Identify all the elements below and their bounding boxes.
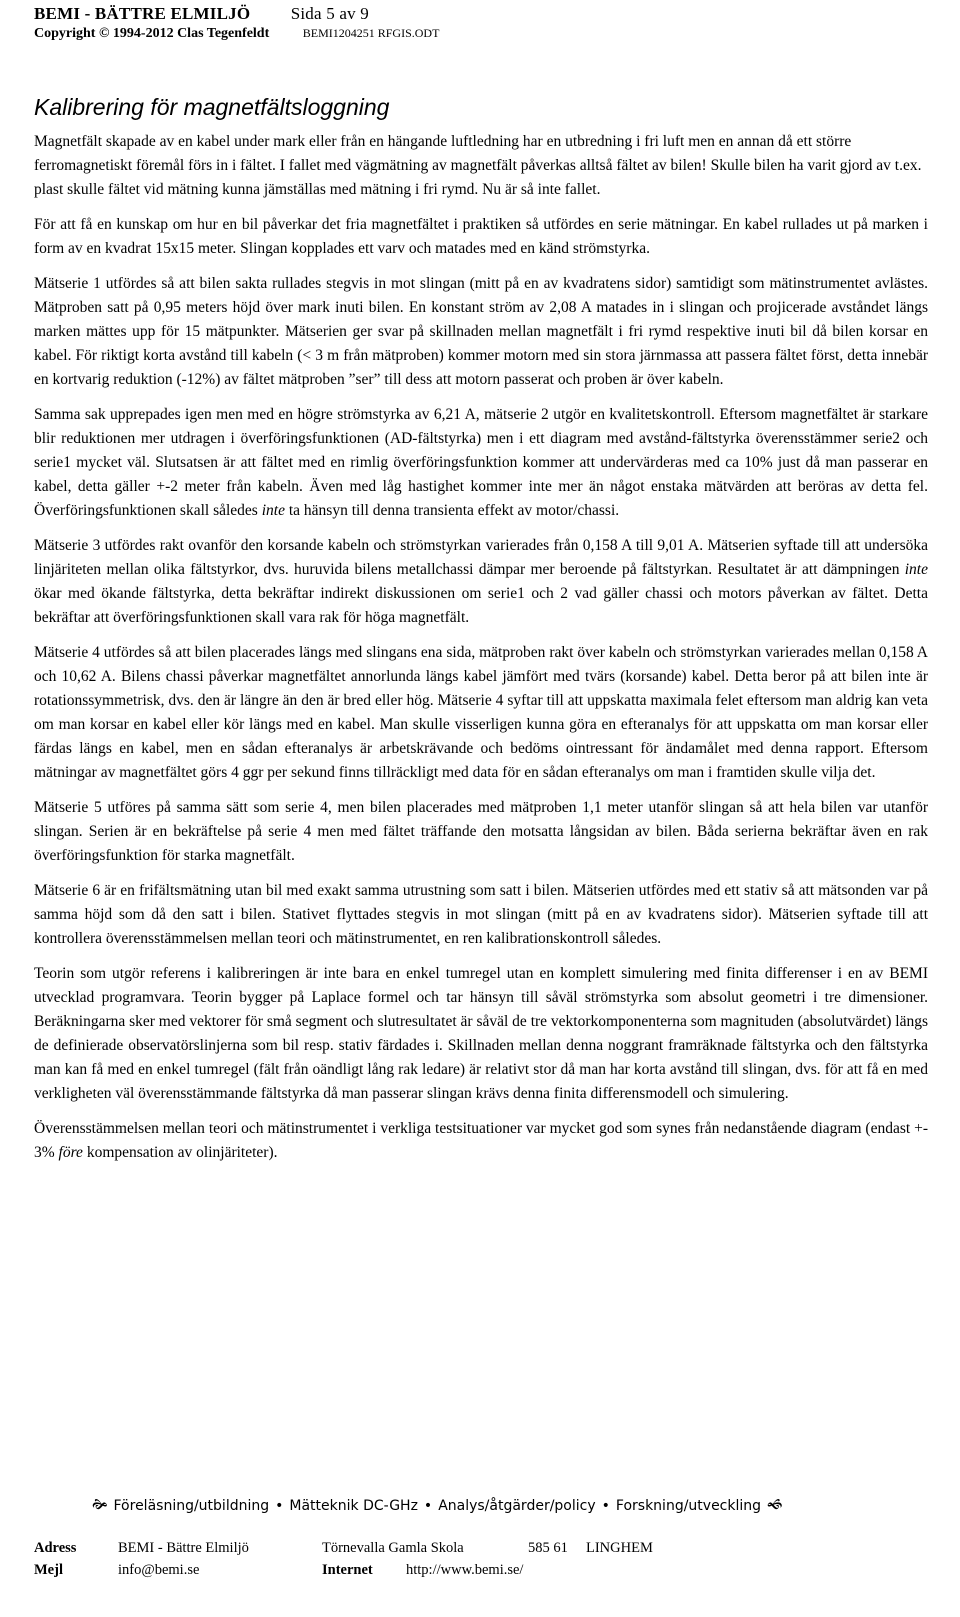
paragraph-1: Magnetfält skapade av en kabel under mark eller från en hängande luftledning har en utbredning i fri luft men en annan då ett större ferromagnetiskt föremål förs in i fältet. I fallet med vägmätning av magnetfält påverkas alltså fältet av bilen! Skulle bilen ha varit gjord av t.ex. plast skulle fältet vid mätning kunna jämställas med mätning i fri rymd. Nu är så inte fallet.	[34, 133, 922, 198]
paragraph-2: För att få en kunskap om hur en bil påverkar det fria magnetfältet i praktiken så utfördes en serie mätningar. En kabel rullades ut på marken i form av en kvadrat 15x15 meter. Slingan kopplades ett varv och matades med en känd strömstyrka.	[34, 216, 928, 257]
paragraph-5-text-a: Mätserie 3 utfördes rakt ovanför den korsande kabeln och strömstyrkan varierades från 0,158 A till 9,01 A. Mätserien syftade till att undersöka linjäriteten mellan olika fältstyrkor, dvs. huruvida bilens metallchassi dämpar mer beroende på fältstyrkan. Resultatet är att dämpningen	[34, 537, 928, 578]
document-page	[34, 0, 928, 1617]
ornament-left-icon: 🙞	[92, 1497, 108, 1513]
section-title: Kalibrering för magnetfältsloggning	[34, 94, 390, 120]
bullet-separator: •	[601, 1498, 610, 1514]
address-street: Törnevalla Gamla Skola	[322, 1540, 464, 1556]
paragraph-10-text-a: Överensstämmelsen mellan teori och mätinstrumentet i verkliga testsituationer var mycket god som synes från nedanstående diagram (endast +- 3%	[34, 1120, 928, 1161]
service-item: Forskning/utveckling	[615, 1498, 762, 1514]
ornament-right-icon: 🙜	[767, 1497, 783, 1513]
paragraph-10-text-b: kompensation av olinjäriteter).	[82, 1144, 278, 1161]
service-item: Mätteknik DC-GHz	[289, 1498, 418, 1514]
bullet-separator: •	[423, 1498, 433, 1514]
address-postal: 585 61	[528, 1540, 568, 1556]
paragraph-6: Mätserie 4 utfördes så att bilen placerades längs med slingans ena sida, mätproben rakt över kabeln och strömstyrkan varierades mellan 0,158 A och 10,62 A. Bilens chassi påverkar magnetfältet annorlunda längs kabel jämfört med tvärs (korsande) kabel. Detta beror på att bilen inte är rotationssymmetrisk, dvs. den är längre än den är bred eller hög. Mätserie 4 syftar till att uppskatta maximala felet eftersom man aldrig kan veta om man korsar en kabel eller kör längs med en kabel. Man skulle visserligen kunna göra en efteranalys för att uppskatta om man korsar eller färdas längs en kabel, men en sådan efteranalys är arbetskrävande och bedöms ointressant för ändamålet med denna rapport. Eftersom mätningar av magnetfältet görs 4 ggr per sekund finns tillräckligt med data för en sådan efteranalys om man i framtiden skulle vilja det.	[34, 644, 928, 781]
email-link[interactable]: info@bemi.se	[118, 1562, 200, 1578]
page-number: Sida 5 av 9	[290, 4, 369, 23]
internet-label: Internet	[322, 1562, 373, 1578]
services-line	[92, 1494, 928, 1518]
paragraph-5-emphasis: inte	[904, 561, 928, 578]
address-name: BEMI - Bättre Elmiljö	[118, 1540, 249, 1556]
address-city: LINGHEM	[586, 1540, 653, 1556]
copyright: Copyright © 1994-2012 Clas Tegenfeldt	[34, 26, 270, 41]
body-text	[34, 130, 928, 1176]
paragraph-5	[34, 534, 928, 630]
service-item: Föreläsning/utbildning	[113, 1498, 270, 1514]
paragraph-4-text-a: Samma sak upprepades igen men med en högre strömstyrka av 6,21 A, mätserie 2 utgör en kvalitetskontroll. Eftersom magnetfältet är starkare blir reduktionen mer utdragen i överföringsfunktionen (AD-fältstyrka) men i ett diagram med avstånd-fältstyrka överensstämmer serie2 och serie1 mycket väl. Slutsatsen är att fältet med en rimlig överföringsfunktion kommer att undervärderas med ca 10% just då man passerar en kabel, detta gäller +-2 meter från kabeln. Även med låg hastighet kommer inte mer än något enstaka mätvärden att beröras av detta fel. Överföringsfunktionen skall således	[34, 406, 928, 519]
service-item: Analys/åtgärder/policy	[438, 1498, 596, 1514]
paragraph-10-emphasis: före	[58, 1144, 83, 1161]
address-row	[34, 1540, 928, 1562]
page-header	[34, 4, 439, 42]
paragraph-9: Teorin som utgör referens i kalibreringen är inte bara en enkel tumregel utan en komplett simulering med finita differenser i en av BEMI utvecklad programvara. Teorin bygger på Laplace formel och tar hänsyn till såväl strömstyrka som absolut geometri i tre dimensioner. Beräkningarna sker med vektorer för små segment och slutresultatet är såväl de tre vektorkomponenterna som magnituden (absolutvärdet) längs de definierade observatörslinjerna som bil resp. stativ färdades i. Skillnaden mellan denna noggrant framräknade fältstyrka och den fältstyrka man kan få med en enkel tumregel (fält från oändligt lång rak ledare) är relativt stor då man har korta avstånd till slingan, dvs. för att få en med verkligheten väl överensstämmande fältstyrka då man passerar slingan krävs denna finita differensmodell och simulering.	[34, 965, 928, 1102]
paragraph-4-text-b: ta hänsyn till denna transienta effekt av motor/chassi.	[284, 502, 620, 519]
paragraph-5-text-b: ökar med ökande fältstyrka, detta bekräftar indirekt diskussionen om serie1 och 2 vad gäller chassi och motors påverkan av fältet. Detta bekräftar att överföringsfunktionen skall vara rak för höga magnetfält.	[34, 585, 928, 626]
paragraph-10	[34, 1117, 928, 1165]
paragraph-3: Mätserie 1 utfördes så att bilen sakta rullades stegvis in mot slingan (mitt på en av kvadratens sidor) samtidigt som mätinstrumentet avlästes. Mätproben satt på 0,95 meters höjd över mark inuti bilen. En konstant ström av 2,08 A matades in i slingan och projicerade avståndet längs marken mättes upp för 15 mätpunkter. Mätserien ger svar på skillnaden mellan magnetfält i fri rymd respektive inuti bil då bilen korsar en kabel. För riktigt korta avstånd till kabeln (< 3 m från mätproben) kommer motorn med sin stora järnmassa att passera fältet först, detta innebär en kortvarig reduktion (-12%) av fältet mätproben ”ser” till dess att motorn passerat och proben är över kabeln.	[34, 275, 928, 388]
paragraph-4	[34, 403, 928, 523]
address-label: Adress	[34, 1540, 77, 1556]
contact-row	[34, 1562, 928, 1584]
bullet-separator: •	[275, 1498, 284, 1514]
header-line-1	[34, 4, 439, 24]
paragraph-8: Mätserie 6 är en frifältsmätning utan bil med exakt samma utrustning som satt i bilen. Mätserien utfördes med ett stativ så att mätsonden var på samma höjd som då den satt i bilen. Stativet flyttades stegvis in mot slingan (mitt på en av kvadratens sidor). Mätserien syftade till att kontrollera överensstämmelsen mellan teori och mätinstrumentet, en ren kalibrationskontroll således.	[34, 882, 928, 947]
document-id: BEMI1204251 RFGIS.ODT	[302, 26, 440, 40]
paragraph-4-emphasis: inte	[261, 502, 285, 519]
header-line-2	[34, 26, 439, 42]
website-link[interactable]: http://www.bemi.se/	[406, 1562, 524, 1578]
paragraph-7: Mätserie 5 utföres på samma sätt som serie 4, men bilen placerades med mätproben 1,1 meter utanför slingan så att hela bilen var utanför slingan. Serien är en bekräftelse på serie 4 men med fältet träffande den motsatta långsidan av bilen. Båda serierna bekräftar även en rak överföringsfunktion för starka magnetfält.	[34, 799, 928, 864]
org-name: BEMI - BÄTTRE ELMILJÖ	[34, 4, 251, 23]
page-footer	[34, 1494, 928, 1584]
address-block	[34, 1540, 928, 1584]
mejl-label: Mejl	[34, 1562, 63, 1578]
